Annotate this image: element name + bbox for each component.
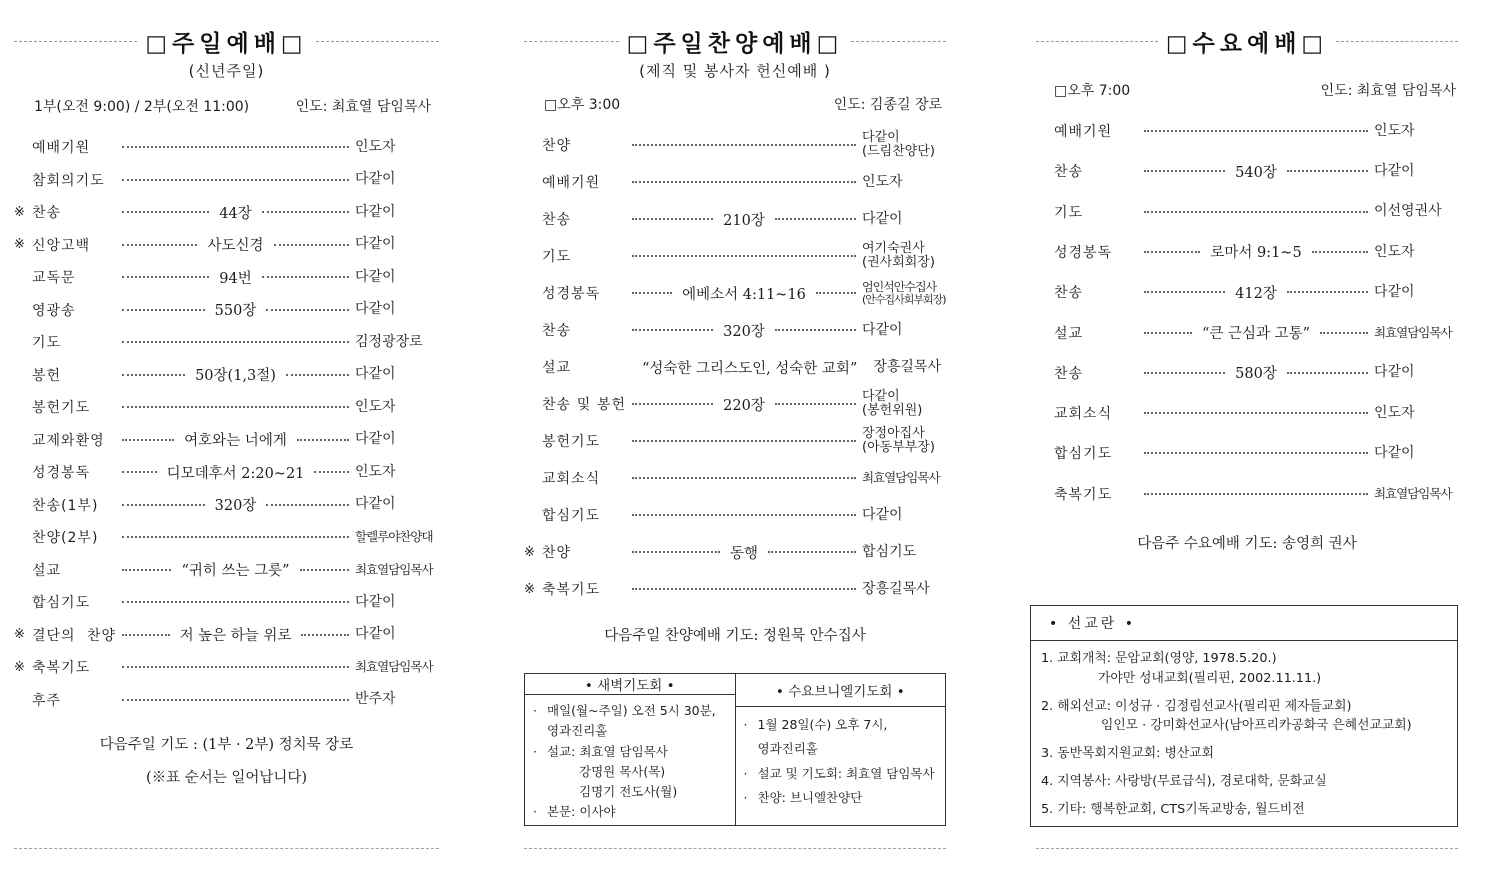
order-person: 다같이 [862, 506, 903, 523]
order-label: 성경봉독 [542, 286, 601, 302]
order-person [862, 427, 946, 454]
leader-dots [1144, 130, 1368, 132]
leader-dots [122, 146, 349, 148]
mission-line: 가야만 성내교회(필리핀, 2002.11.11.) [1098, 670, 1322, 686]
order-person: 다같이 [355, 268, 396, 285]
dawn-line: 영과진리홀 [547, 723, 608, 739]
order-detail: 412장 [1235, 285, 1277, 302]
leader-dots [122, 504, 205, 506]
next-wednesday-prayer: 다음주 수요예배 기도: 송영희 권사 [1137, 536, 1357, 552]
order-person-role: (봉헌위원) [862, 403, 923, 418]
divider [14, 41, 137, 42]
order-of-service-row [14, 358, 439, 392]
standing-mark: ※ [524, 581, 535, 597]
order-person: 할렐루야찬양대 [355, 529, 433, 545]
service-leader: 인도: 김종길 장로 [833, 97, 942, 113]
order-detail: 에베소서 4:11~16 [682, 286, 806, 303]
order-person: 인도자 [1374, 243, 1415, 260]
order-person-name: 다같이 [862, 130, 900, 146]
leader-dots [632, 218, 713, 220]
sunday-service-column [14, 0, 439, 885]
order-detail: 저 높은 하늘 위로 [179, 628, 292, 644]
order-of-service-row [524, 572, 946, 606]
order-label: 찬송 [542, 323, 572, 339]
order-person: 인도자 [355, 138, 396, 155]
order-of-service-row [524, 498, 946, 532]
leader-dots [122, 309, 205, 311]
sunday-service-title-row [14, 26, 439, 56]
leader-dots [1144, 211, 1368, 213]
mission-line: 1. 교회개척: 문암교회(영양, 1978.5.20.) [1041, 651, 1277, 666]
order-detail: 220장 [723, 397, 765, 414]
order-label: 축복기도 [1054, 486, 1113, 503]
order-of-service-row [1054, 396, 1458, 430]
leader-dots [632, 181, 856, 183]
service-leader: 인도: 최효열 담임목사 [295, 99, 431, 115]
leader-dots [301, 634, 349, 636]
order-of-service-row [14, 423, 439, 457]
leader-dots [122, 341, 349, 343]
order-label: 교독문 [32, 270, 76, 286]
order-person-name: 엄인석안수집사 [862, 279, 937, 294]
order-of-service-row [14, 585, 439, 619]
order-label: 찬송 [1054, 285, 1084, 302]
order-person: 다같이 [1374, 283, 1415, 300]
sunday-service-title: □주일예배□ [145, 30, 308, 57]
order-label: 교회소식 [1054, 406, 1113, 423]
mission-line: 임인모 · 강미화선교사(남아프리카공화국 은혜선교교회) [1101, 718, 1412, 734]
leader-dots [266, 309, 349, 311]
sunday-praise-service-column [524, 0, 946, 885]
order-person: 인도자 [355, 398, 396, 415]
order-person: 다같이 [1374, 162, 1415, 179]
leader-dots [632, 403, 713, 405]
leader-dots [632, 440, 856, 442]
leader-dots [122, 406, 349, 408]
dawn-line: 매일(월~주일) 오전 5시 30분, [547, 703, 716, 718]
order-person: 다같이 [355, 593, 396, 610]
order-person: 최효열담임목사 [862, 470, 940, 486]
order-of-service-row [524, 350, 946, 384]
order-label: 결단의 찬양 [32, 627, 116, 644]
order-of-service-row [1054, 114, 1458, 148]
standing-note: (※표 순서는 일어납니다) [145, 770, 308, 786]
order-person: 반주자 [355, 691, 396, 708]
leader-dots [632, 514, 856, 516]
leader-dots [632, 144, 856, 146]
leader-dots [122, 211, 209, 213]
order-label: 후주 [32, 692, 62, 709]
order-of-service-row [14, 163, 439, 197]
leader-dots [1144, 493, 1368, 495]
order-person-name: 여기숙권사 [862, 241, 925, 257]
order-label: 성경봉독 [1054, 244, 1113, 261]
order-detail: “귀히 쓰는 그릇” [181, 563, 290, 579]
divider [14, 848, 439, 849]
order-detail: 550장 [214, 303, 257, 319]
leader-dots [122, 634, 170, 636]
order-label: 예배기원 [32, 140, 91, 156]
order-person [862, 281, 946, 305]
mission-body [1031, 641, 1457, 828]
order-label: 찬송 [542, 212, 572, 228]
order-label: 찬양 [542, 545, 572, 561]
standing-mark: ※ [524, 544, 535, 560]
order-person: 인도자 [862, 173, 903, 190]
divider [524, 848, 946, 849]
order-label: 찬송 [1054, 164, 1084, 181]
order-person: 다같이 [862, 210, 903, 227]
order-of-service-row [1054, 477, 1458, 511]
order-label: 기도 [1054, 204, 1084, 221]
leader-dots [1287, 372, 1368, 374]
leader-dots [816, 292, 856, 294]
leader-dots [262, 276, 349, 278]
order-label: 찬양 [542, 138, 572, 154]
leader-dots [632, 292, 672, 294]
order-of-service-row [14, 390, 439, 424]
order-label: 예배기원 [542, 175, 601, 191]
leader-dots [274, 244, 349, 246]
leader-dots [1320, 332, 1368, 334]
mission-line: 2. 해외선교: 이성규 · 김정림선교사(필리핀 제자들교회) [1041, 698, 1352, 714]
order-detail: 580장 [1235, 366, 1277, 383]
leader-dots [122, 699, 349, 701]
leader-dots [122, 276, 209, 278]
standing-mark: ※ [14, 237, 25, 252]
order-detail: 94번 [219, 270, 252, 287]
order-of-service-row [524, 128, 946, 162]
order-label: 찬양(2부) [32, 530, 99, 546]
order-of-service-row [14, 488, 439, 522]
order-of-service-row [14, 618, 439, 652]
leader-dots [300, 569, 349, 571]
order-of-service-row [524, 387, 946, 421]
order-detail: 디모데후서 2:20~21 [166, 465, 305, 482]
order-label: 찬송 및 봉헌 [542, 397, 626, 413]
service-time: □오후 3:00 [544, 97, 621, 113]
dawn-line: 본문: 이사야 [547, 804, 616, 820]
order-detail: 320장 [214, 498, 257, 514]
order-label: 설교 [542, 360, 572, 376]
order-label: 찬송 [1054, 365, 1084, 382]
order-label: 축복기도 [32, 660, 91, 676]
order-label: 설교 [1054, 325, 1084, 342]
mission-line: 4. 지역봉사: 사랑방(무료급식), 경로대학, 문화교실 [1041, 774, 1327, 790]
leader-dots [262, 211, 349, 213]
leader-dots [122, 179, 349, 181]
leader-dots [1144, 412, 1368, 414]
wed-line: 찬양: 브니엘찬양단 [757, 790, 863, 806]
leader-dots [632, 255, 856, 257]
order-of-service-row [1054, 316, 1458, 350]
standing-mark: ※ [14, 659, 25, 675]
leader-dots [632, 588, 856, 590]
leader-dots [286, 374, 349, 376]
order-person: 최효열담임목사 [355, 659, 433, 675]
order-of-service-row [1054, 436, 1458, 470]
order-of-service-row [14, 683, 439, 717]
order-of-service-row [1054, 275, 1458, 309]
order-of-service-row [14, 260, 439, 294]
divider [524, 41, 619, 42]
praise-service-title-row [524, 26, 946, 56]
order-person: 다같이 [355, 496, 396, 513]
order-person [862, 131, 946, 158]
order-of-service-row [524, 313, 946, 347]
order-label: 참회의기도 [32, 172, 105, 189]
dawn-line: 김명기 전도사(월) [579, 784, 678, 799]
order-detail: 여호와는 너에게 [184, 433, 287, 449]
order-of-service-row [524, 276, 946, 310]
order-detail: 동행 [730, 545, 759, 562]
order-detail: 로마서 9:1~5 [1210, 245, 1302, 262]
wed-line: 설교 및 기도회: 최효열 담임목사 [757, 765, 935, 781]
order-person: 최효열담임목사 [1374, 486, 1452, 502]
order-label: 영광송 [32, 302, 76, 319]
mission-line: 3. 동반목회지원교회: 병산교회 [1041, 746, 1214, 762]
leader-dots [297, 439, 349, 441]
order-label: 찬송(1부) [32, 497, 99, 514]
service-times: 1부(오전 9:00) / 2부(오전 11:00) [34, 99, 250, 115]
wednesday-service-header [1054, 80, 1456, 100]
order-detail: “큰 근심과 고통” [1201, 326, 1311, 342]
order-label: 설교 [32, 562, 62, 579]
order-person: 인도자 [355, 463, 396, 480]
next-sunday-prayer: 다음주일 기도 : (1부 · 2부) 정치묵 장로 [99, 737, 354, 753]
leader-dots [122, 471, 157, 473]
order-person: 장흥길목사 [862, 580, 930, 597]
order-of-service-row [524, 239, 946, 273]
leader-dots [775, 329, 856, 331]
order-of-service-row [14, 455, 439, 489]
leader-dots [122, 439, 174, 441]
order-person: 다같이 [355, 366, 396, 383]
wed-line: 영과진리홀 [757, 741, 818, 757]
order-person: 다같이 [862, 321, 903, 338]
order-person: 다같이 [355, 626, 396, 643]
order-of-service-row [524, 461, 946, 495]
order-of-service-row [1054, 235, 1458, 269]
order-person: 다같이 [355, 431, 396, 448]
order-of-service-row [14, 195, 439, 229]
leader-dots [122, 666, 349, 668]
next-praise-prayer: 다음주일 찬양예배 기도: 정원묵 안수집사 [604, 628, 866, 644]
order-of-service-row [524, 535, 946, 569]
order-label: 기도 [32, 335, 62, 351]
order-person-role: (권사회회장) [862, 255, 935, 270]
leader-dots [266, 504, 349, 506]
praise-service-subtitle: (제직 및 봉사자 헌신예배 ) [639, 62, 831, 80]
order-of-service-row [14, 228, 439, 262]
order-detail: 44장 [219, 205, 252, 222]
leader-dots [632, 329, 713, 331]
order-detail: 210장 [723, 212, 765, 229]
order-person: 인도자 [1374, 404, 1415, 421]
divider [851, 41, 946, 42]
order-of-service-row [1054, 195, 1458, 229]
divider [1036, 848, 1458, 849]
order-label: 봉헌기도 [542, 434, 601, 450]
order-label: 교제와환영 [32, 432, 105, 449]
order-of-service-row [14, 293, 439, 327]
order-label: 합심기도 [542, 508, 601, 524]
wednesday-service-title-row [1036, 26, 1458, 56]
leader-dots [122, 374, 185, 376]
order-label: 봉헌 [32, 367, 62, 384]
sunday-service-header [34, 96, 431, 116]
wednesday-prayer-body: · 1월 28일(수) 오후 7시, 영과진리홀 · 설교 및 기도회: 최효열 담임목사 · 찬양: 브니엘찬양단 [736, 707, 946, 817]
order-person-role: (아동부부장) [862, 440, 935, 455]
leader-dots [1287, 170, 1368, 172]
praise-service-header [544, 94, 942, 114]
order-of-service-row [524, 165, 946, 199]
dawn-line: 설교: 최효열 담임목사 [547, 743, 668, 759]
prayer-meetings-box [524, 673, 946, 826]
order-of-service-row [524, 424, 946, 458]
leader-dots [1144, 372, 1225, 374]
order-person: 다같이 [355, 203, 396, 220]
leader-dots [122, 569, 171, 571]
wednesday-prayer-title: • 수요브니엘기도회 • [736, 674, 946, 707]
wed-line: 1월 28일(수) 오후 7시, [757, 717, 888, 732]
order-person: 합심기도 [862, 543, 917, 560]
standing-mark: ※ [14, 627, 25, 642]
order-person: 인도자 [1374, 122, 1415, 139]
order-of-service-row [14, 553, 439, 587]
order-detail: 320장 [723, 323, 765, 340]
wednesday-service-column [1036, 0, 1458, 885]
leader-dots [632, 477, 856, 479]
order-of-service-row [14, 325, 439, 359]
order-of-service-row [524, 202, 946, 236]
order-person-role: (드림찬양단) [862, 144, 935, 159]
dawn-prayer-title: • 새벽기도회 • [525, 674, 735, 695]
order-detail: 50장(1,3절) [195, 368, 276, 384]
leader-dots [1144, 291, 1225, 293]
order-label: 합심기도 [1054, 446, 1113, 463]
leader-dots [122, 601, 349, 603]
order-label: 기도 [542, 249, 572, 265]
order-of-service-row [1054, 356, 1458, 390]
order-label: 합심기도 [32, 595, 91, 611]
order-person-role: (안수집사회부회장) [862, 292, 946, 306]
leader-dots [122, 536, 349, 538]
leader-dots [632, 551, 720, 553]
order-person [862, 242, 946, 269]
wednesday-service-title: □수요예배□ [1165, 30, 1329, 57]
praise-service-title: □주일찬양예배□ [626, 30, 844, 57]
order-detail: “성숙한 그리스도인, 성숙한 교회” [642, 360, 858, 377]
order-person: 최효열담임목사 [355, 561, 433, 577]
leader-dots [1287, 291, 1368, 293]
order-person: 다같이 [1374, 364, 1415, 381]
order-person: 다같이 [1374, 445, 1415, 462]
order-label: 교회소식 [542, 471, 601, 487]
standing-mark: ※ [14, 204, 25, 220]
order-of-service-row [14, 520, 439, 554]
dawn-prayer-body: · 매일(월~주일) 오전 5시 30분, 영과진리홀 · 설교: 최효열 담임목사 강명원 목사(목) 김명기 전도사(월) · 본문: 이사야 [525, 695, 735, 829]
leader-dots [314, 471, 349, 473]
leader-dots [775, 403, 856, 405]
leader-dots [1144, 332, 1192, 334]
sunday-service-subtitle: (신년주일) [188, 62, 265, 80]
order-of-service-row [1054, 154, 1458, 188]
order-person [862, 390, 946, 417]
order-of-service-row [14, 650, 439, 684]
order-detail: 540장 [1235, 164, 1277, 181]
order-label: 찬송 [32, 205, 62, 221]
divider [1336, 41, 1458, 42]
dawn-line: 강명원 목사(목) [579, 763, 666, 779]
order-person-name: 다같이 [862, 389, 900, 405]
leader-dots [775, 218, 856, 220]
service-leader: 인도: 최효열 담임목사 [1320, 83, 1456, 99]
dawn-prayer-section [525, 674, 735, 825]
leader-dots [1144, 452, 1368, 454]
order-person: 이선영권사 [1374, 203, 1442, 220]
leader-dots [1144, 170, 1225, 172]
order-label: 신앙고백 [32, 237, 91, 254]
mission-title: • 선교란 • [1031, 606, 1457, 641]
order-person: 다같이 [355, 171, 396, 188]
order-label: 성경봉독 [32, 465, 91, 481]
order-detail: 사도신경 [207, 238, 264, 254]
order-person: 장흥길목사 [873, 358, 941, 375]
order-of-service-row [14, 130, 439, 164]
leader-dots [768, 551, 856, 553]
leader-dots [1144, 251, 1200, 253]
order-label: 축복기도 [542, 582, 601, 598]
mission-line: 5. 기타: 행복한교회, CTS기독교방송, 월드비전 [1041, 801, 1305, 817]
mission-box [1030, 605, 1458, 827]
leader-dots [1312, 251, 1368, 253]
divider [316, 41, 439, 42]
order-label: 봉헌기도 [32, 400, 91, 416]
order-person: 최효열담임목사 [1374, 324, 1452, 340]
wednesday-prayer-section [735, 674, 946, 825]
order-person: 다같이 [355, 236, 396, 253]
order-person-name: 장정아집사 [862, 426, 925, 442]
service-time: □오후 7:00 [1054, 83, 1131, 99]
order-label: 예배기원 [1054, 124, 1113, 140]
order-person: 다같이 [355, 301, 396, 318]
divider [1036, 41, 1158, 42]
order-person: 김정광장로 [355, 333, 423, 350]
leader-dots [122, 244, 197, 246]
